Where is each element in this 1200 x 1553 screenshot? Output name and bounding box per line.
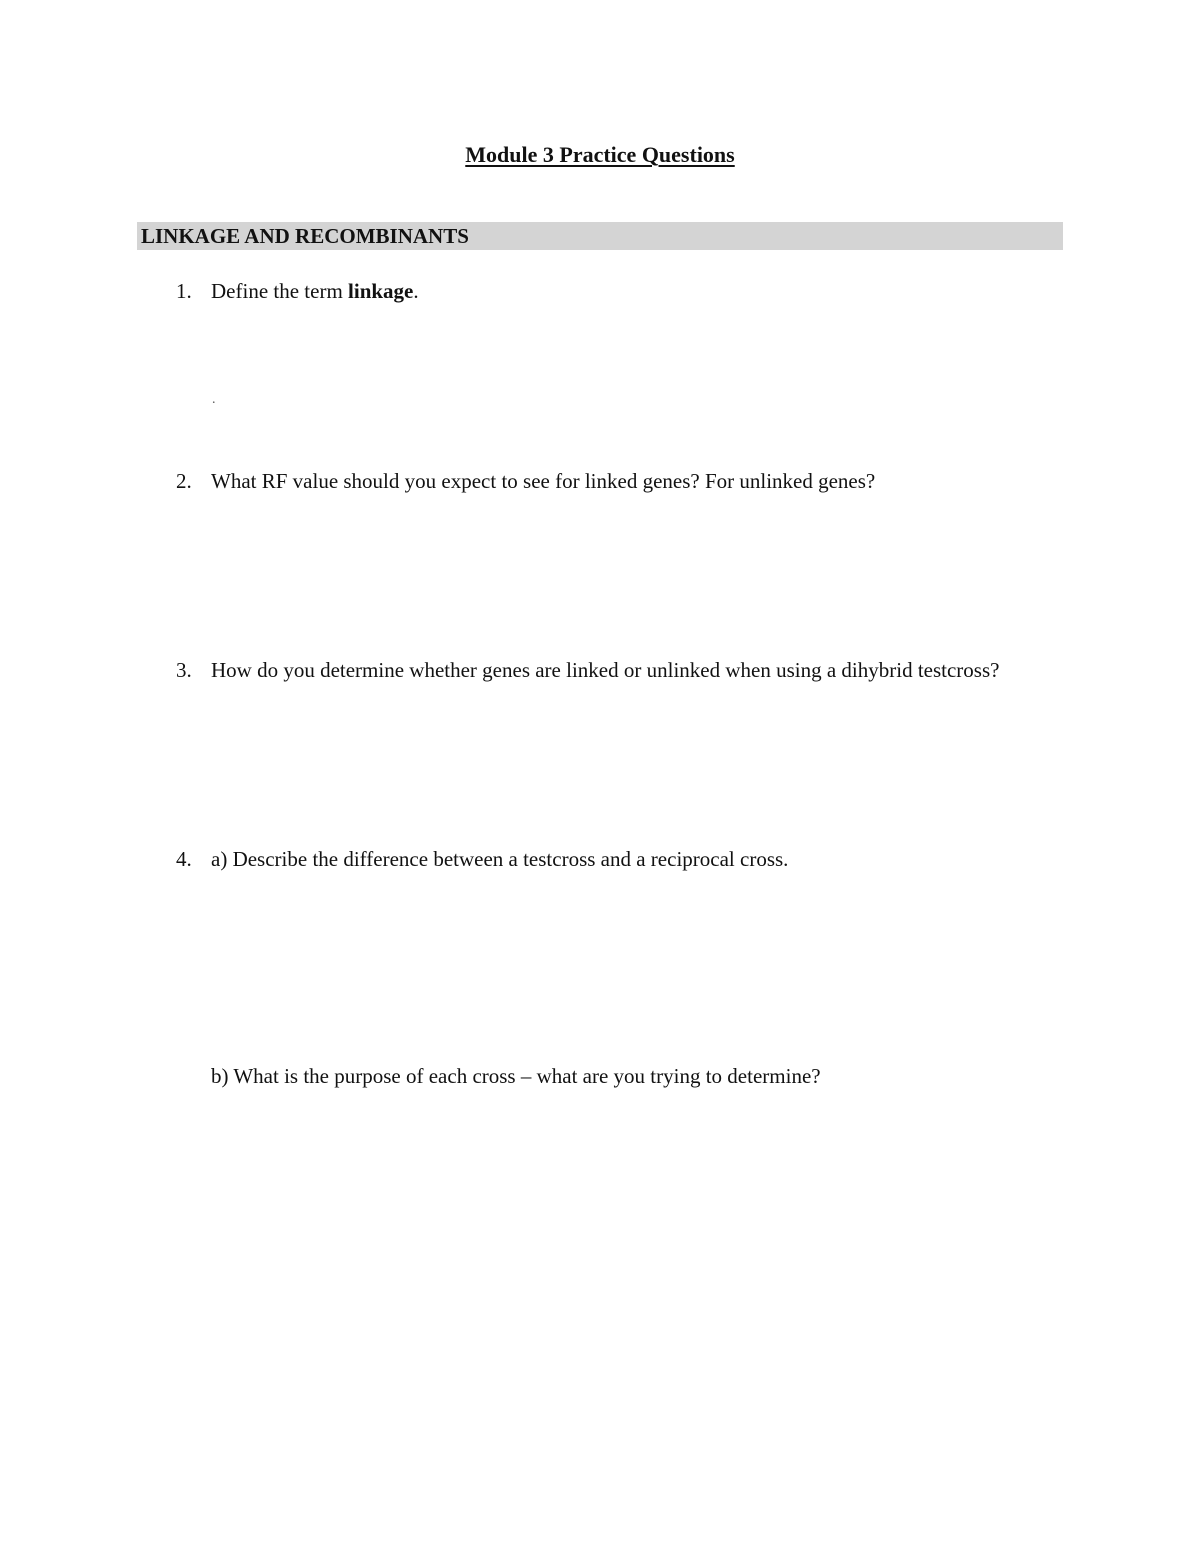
section-heading: LINKAGE AND RECOMBINANTS <box>137 222 1063 250</box>
question-part-b: b) What is the purpose of each cross – what are you trying to determine? <box>211 1064 821 1088</box>
question-text: What RF value should you expect to see for linked genes? For unlinked genes? <box>211 469 876 493</box>
question-number: 3. <box>176 658 192 682</box>
question-text-before: Define the term <box>211 279 349 303</box>
bold-term: linkage <box>348 279 414 303</box>
question-number: 4. <box>176 847 192 871</box>
question-text <box>211 278 1031 305</box>
stray-mark: . <box>212 392 216 407</box>
question-text-after: . <box>413 279 419 303</box>
question-part-a: a) Describe the difference between a testcross and a reciprocal cross. <box>211 847 789 871</box>
question-text: How do you determine whether genes are linked or unlinked when using a dihybrid testcross? <box>211 658 1000 682</box>
question-number: 1. <box>176 279 192 303</box>
question-number: 2. <box>176 469 192 493</box>
document-title: Module 3 Practice Questions <box>465 142 735 167</box>
